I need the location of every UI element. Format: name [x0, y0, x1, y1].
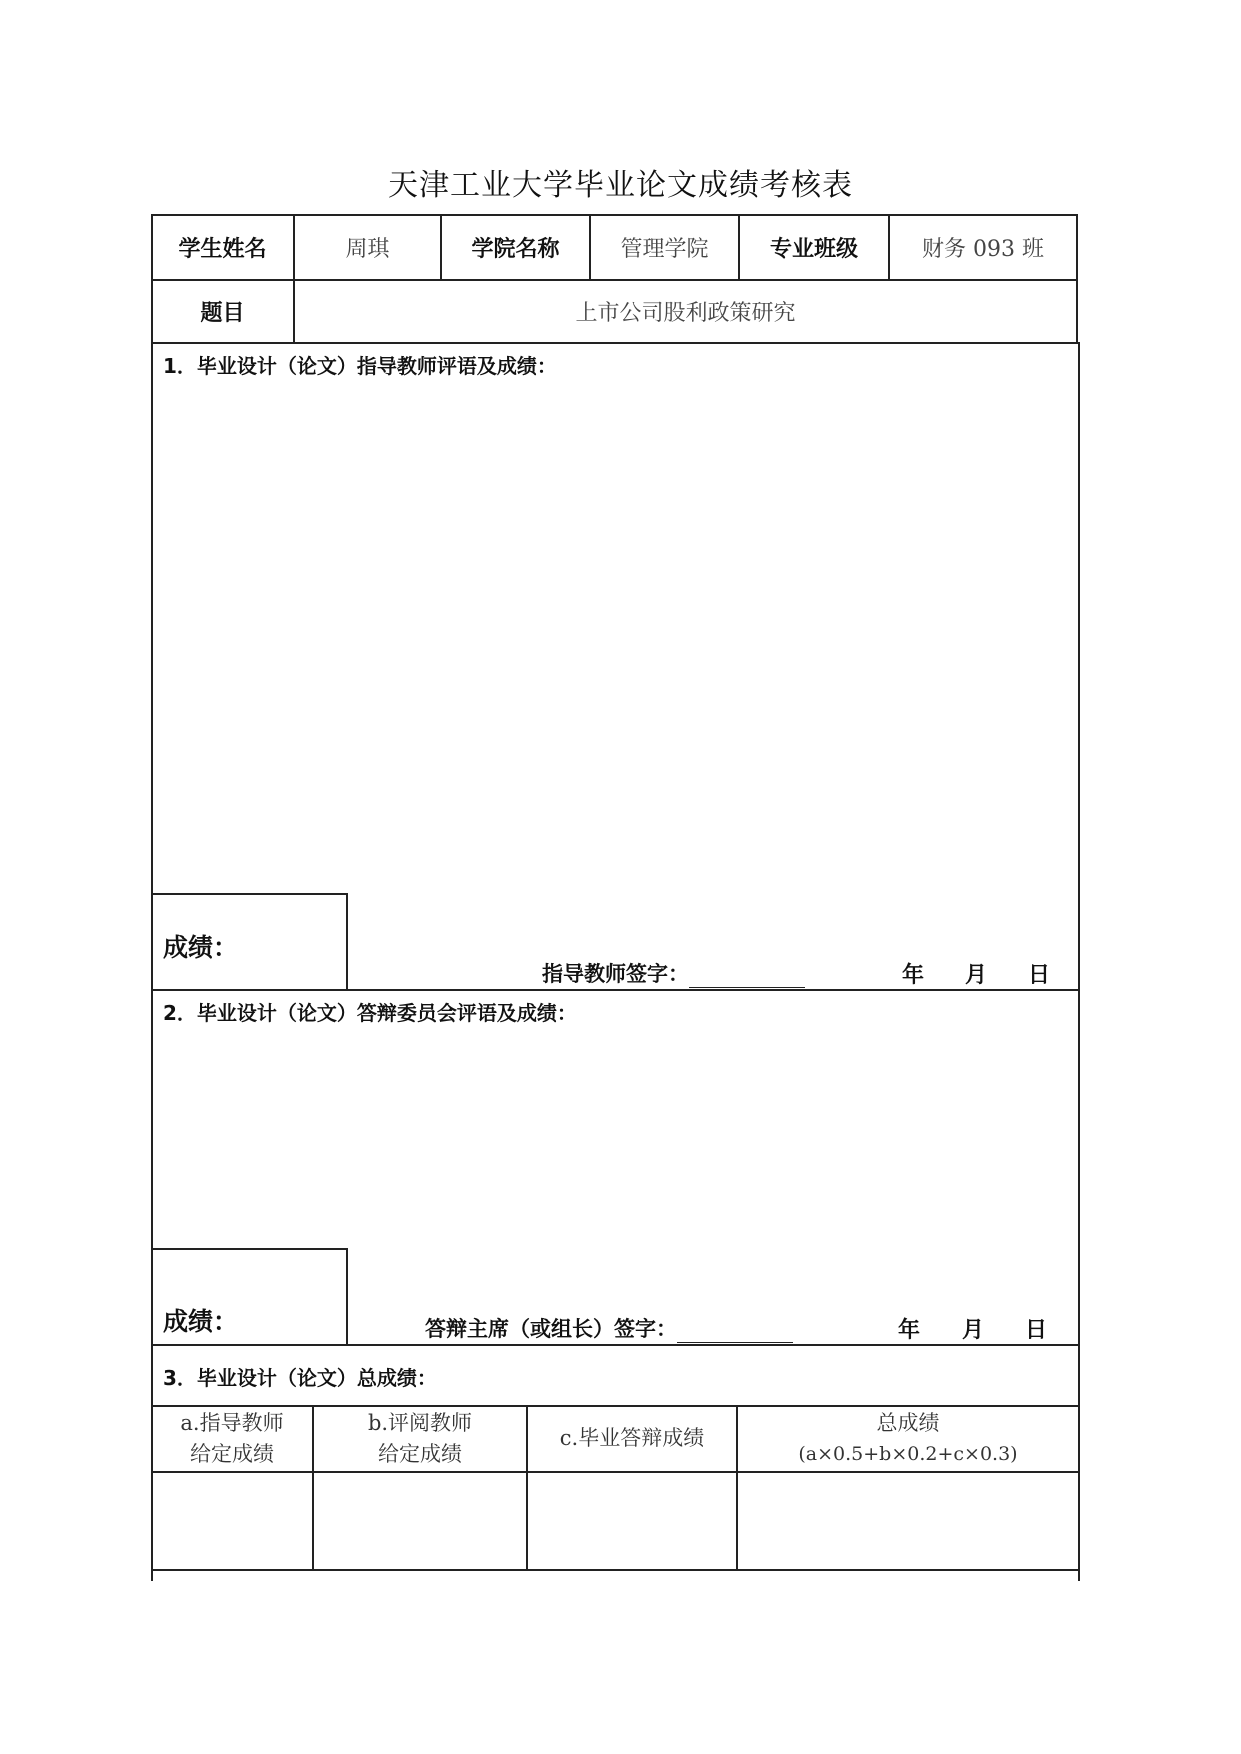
- section2-signature-line[interactable]: [677, 1322, 793, 1343]
- major-value: 财务 093 班: [922, 236, 1044, 262]
- student-name-value: 周琪: [345, 236, 390, 262]
- grade-col-advisor-line1: a.指导教师: [180, 1410, 284, 1435]
- topic-label: 题目: [200, 301, 245, 326]
- grade-col-total-line1: 总成绩: [876, 1410, 940, 1435]
- table-border: [151, 893, 347, 895]
- grade-cell-advisor[interactable]: [153, 1473, 311, 1568]
- table-border: [346, 1248, 348, 1345]
- section2-day: 日: [1025, 1318, 1048, 1343]
- grade-col-reviewer-line2: 给定成绩: [378, 1441, 462, 1466]
- major-label: 专业班级: [769, 236, 858, 262]
- grade-cell-defense[interactable]: [528, 1473, 735, 1568]
- grade-col-defense: [528, 1406, 736, 1471]
- table-border: [1076, 214, 1078, 343]
- grade-col-defense-line1: c.毕业答辩成绩: [559, 1426, 705, 1450]
- section1-signature: [542, 958, 805, 988]
- section1-year: 年: [902, 963, 925, 988]
- student-name-label: 学生姓名: [178, 236, 267, 262]
- table-border: [1078, 342, 1080, 1581]
- table-border: [151, 989, 1079, 991]
- grade-col-total-formula: (a×0.5+b×0.2+c×0.3): [798, 1442, 1018, 1465]
- grade-col-advisor: [152, 1406, 312, 1471]
- section2-signature-label: 答辩主席（或组长）签字：: [425, 1317, 677, 1341]
- college-value: 管理学院: [620, 236, 709, 262]
- section1-day: 日: [1028, 963, 1051, 988]
- section1-signature-line[interactable]: [689, 967, 805, 988]
- page-title: 天津工业大学毕业论文成绩考核表: [388, 168, 853, 203]
- section2-month: 月: [962, 1318, 985, 1343]
- topic-value: 上市公司股利政策研究: [575, 301, 796, 326]
- table-border: [151, 342, 1079, 344]
- section1-score-label: 成绩：: [163, 933, 239, 962]
- table-border: [151, 214, 153, 1581]
- grade-cell-total[interactable]: [738, 1473, 1077, 1568]
- section3-heading: 3．毕业设计（论文）总成绩：: [163, 1366, 437, 1390]
- grade-col-reviewer-line1: b.评阅教师: [367, 1410, 473, 1435]
- table-border: [151, 1248, 347, 1250]
- section1-month: 月: [965, 963, 988, 988]
- table-border: [151, 1344, 1079, 1346]
- section2-score-label: 成绩：: [163, 1307, 239, 1336]
- section2-year: 年: [898, 1318, 921, 1343]
- section1-heading: 1．毕业设计（论文）指导教师评语及成绩：: [163, 354, 557, 378]
- grade-col-total: [738, 1406, 1078, 1471]
- college-label: 学院名称: [471, 236, 560, 262]
- section2-signature: [425, 1313, 793, 1343]
- table-border: [346, 893, 348, 990]
- grade-col-advisor-line2: 给定成绩: [190, 1441, 274, 1466]
- table-border: [151, 1569, 1079, 1571]
- grade-col-reviewer: [314, 1406, 526, 1471]
- grade-cell-reviewer[interactable]: [314, 1473, 525, 1568]
- section1-signature-label: 指导教师签字：: [542, 962, 689, 986]
- section2-heading: 2．毕业设计（论文）答辩委员会评语及成绩：: [163, 1001, 577, 1025]
